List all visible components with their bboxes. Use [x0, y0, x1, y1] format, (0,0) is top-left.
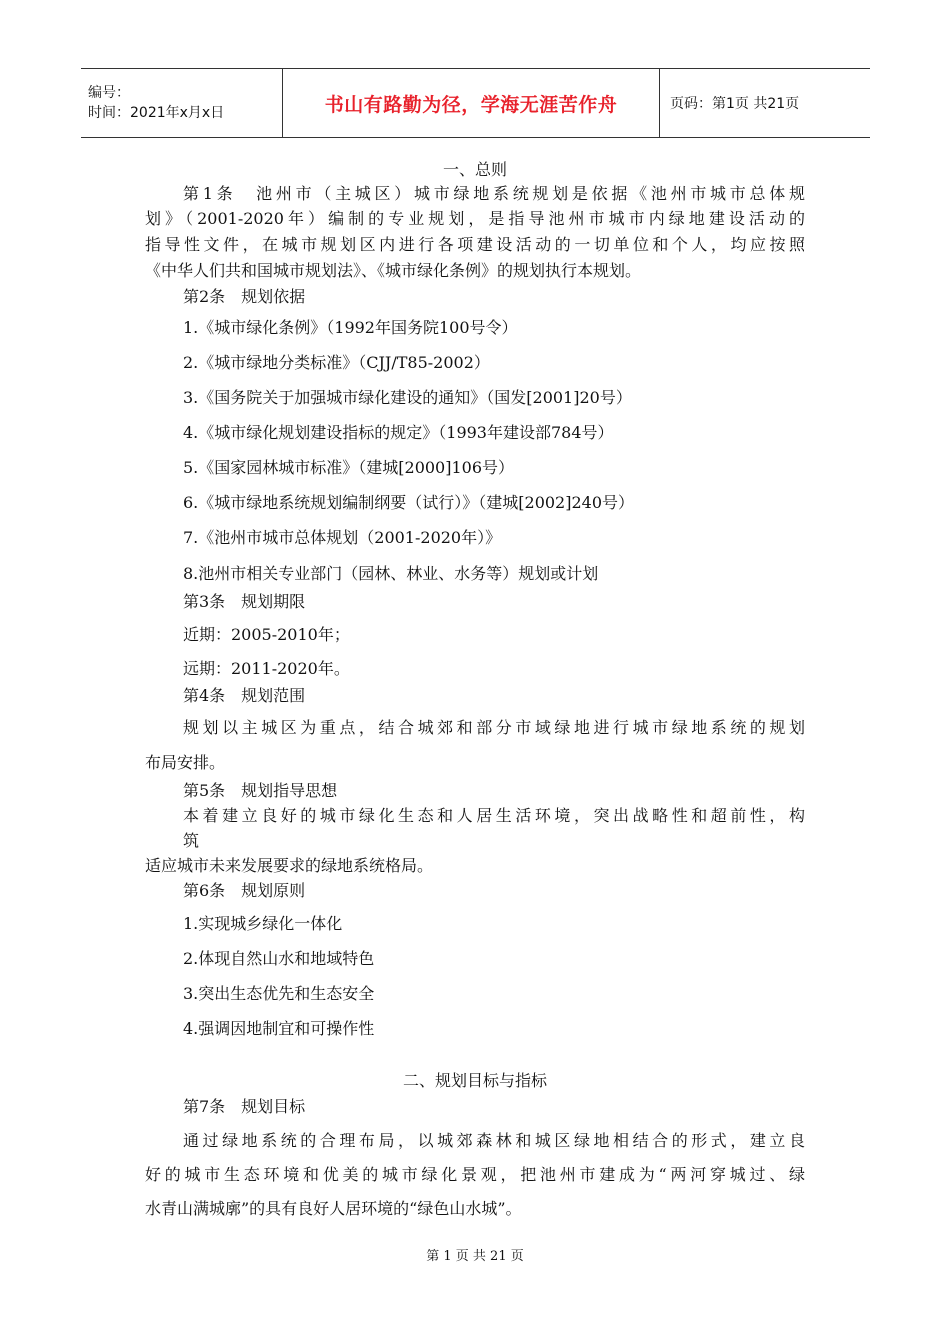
page-info: 页码：第1页 共21页	[670, 96, 800, 112]
list-item: 4.《城市绿化规划建设指标的规定》（1993年建设部784号）	[183, 423, 614, 442]
list-item: 2.体现自然山水和地域特色	[183, 949, 375, 968]
article-5-line-2: 筑	[183, 831, 200, 850]
article-4-line-2: 布局安排。	[145, 753, 226, 772]
list-item: 4.强调因地制宜和可操作性	[183, 1019, 375, 1038]
article-2-title: 第2条 规划依据	[183, 287, 306, 306]
article-7-title: 第7条 规划目标	[183, 1097, 306, 1116]
article-5-line-3: 适应城市未来发展要求的绿地系统格局。	[145, 856, 434, 875]
article-1-line-3: 指导性文件，在城市规划区内进行各项建设活动的一切单位和个人，均应按照	[145, 235, 805, 254]
header-motto	[282, 69, 660, 137]
list-item: 1.《城市绿化条例》（1992年国务院100号令）	[183, 318, 518, 337]
list-item: 1.实现城乡绿化一体化	[183, 914, 343, 933]
article-1-line-1: 第1条 池州市（主城区）城市绿地系统规划是依据《池州市城市总体规	[183, 184, 805, 203]
header-right-cell	[660, 69, 870, 137]
long-term-text: 远期：2011-2020年。	[183, 659, 350, 678]
list-item: 5.《国家园林城市标准》（建城[2000]106号）	[183, 458, 515, 477]
section-title-general: 一、总则	[442, 160, 507, 179]
article-3-title: 第3条 规划期限	[183, 592, 306, 611]
article-5-title: 第5条 规划指导思想	[183, 781, 338, 800]
list-item: 7.《池州市城市总体规划（2001-2020年）》	[183, 528, 502, 547]
document-number-label: 编号：	[88, 85, 130, 101]
list-item: 3.突出生态优先和生态安全	[183, 984, 375, 1003]
motto-text: 书山有路勤为径，学海无涯苦作舟	[324, 93, 618, 116]
page-footer: 第 1 页 共 21 页	[426, 1249, 524, 1264]
article-4-title: 第4条 规划范围	[183, 686, 306, 705]
article-6-title: 第6条 规划原则	[183, 881, 306, 900]
article-7-line-1: 通过绿地系统的合理布局，以城郊森林和城区绿地相结合的形式，建立良	[183, 1131, 805, 1150]
header-left-cell	[81, 69, 282, 137]
list-item: 8.池州市相关专业部门（园林、林业、水务等）规划或计划	[183, 564, 599, 583]
list-item: 3.《国务院关于加强城市绿化建设的通知》（国发[2001]20号）	[183, 388, 632, 407]
article-7-line-3: 水青山满城廓”的具有良好人居环境的“绿色山水城”。	[145, 1199, 522, 1218]
document-date-label: 时间：2021年x月x日	[88, 105, 225, 121]
article-1-line-2: 划》（2001-2020年）编制的专业规划，是指导池州市城市内绿地建设活动的	[145, 209, 805, 228]
section-title-goals: 二、规划目标与指标	[402, 1071, 547, 1090]
article-4-line-1: 规划以主城区为重点，结合城郊和部分市域绿地进行城市绿地系统的规划	[183, 718, 805, 737]
article-5-line-1: 本着建立良好的城市绿化生态和人居生活环境，突出战略性和超前性，构	[183, 806, 805, 825]
article-7-line-2: 好的城市生态环境和优美的城市绿化景观，把池州市建成为“两河穿城过、绿	[145, 1165, 805, 1184]
list-item: 6.《城市绿地系统规划编制纲要（试行）》（建城[2002]240号）	[183, 493, 635, 512]
article-1-line-4: 《中华人们共和国城市规划法》、《城市绿化条例》的规划执行本规划。	[145, 261, 642, 280]
list-item: 2.《城市绿地分类标准》（CJJ/T85-2002）	[183, 353, 490, 372]
header-table	[81, 68, 870, 138]
near-term-text: 近期：2005-2010年；	[183, 625, 350, 644]
